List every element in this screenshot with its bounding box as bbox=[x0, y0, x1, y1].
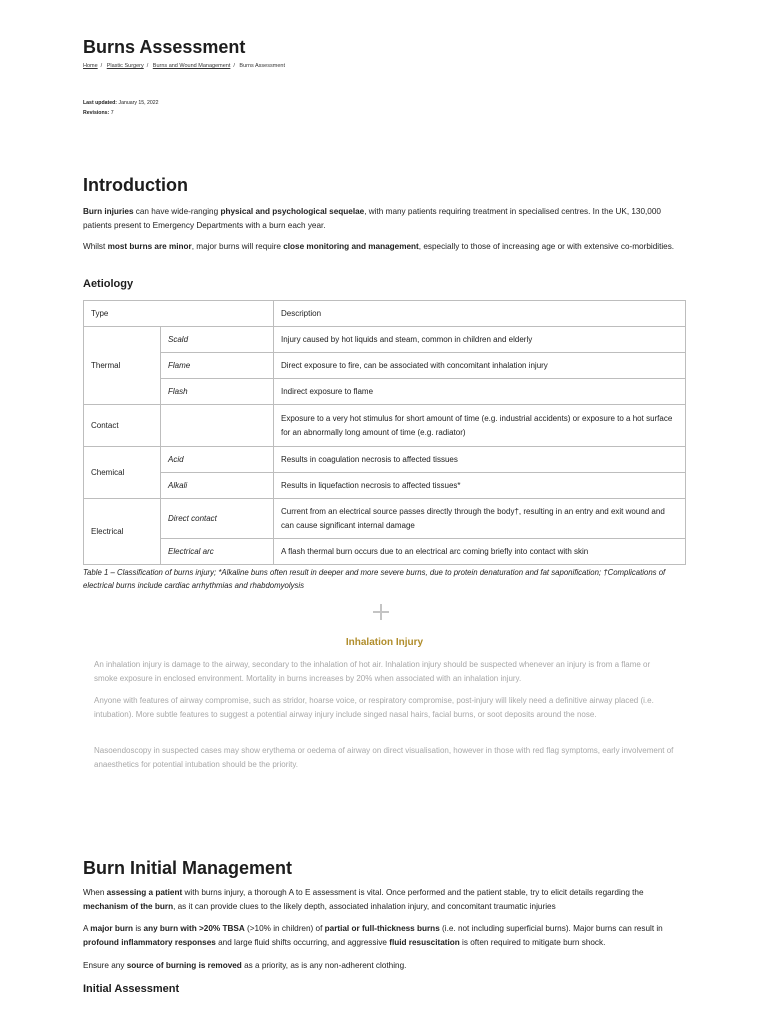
intro-p1-s2: can have wide-ranging bbox=[133, 207, 221, 216]
intro-paragraph-1 bbox=[83, 205, 686, 233]
inhalation-paragraph-1: An inhalation injury is damage to the airway, secondary to the inhalation of hot air. Inhalation injury should be suspected whenever an injury is from a flame or smoke exposure in enclosed environment. Mortality in burns increases by 20% when associated with an inhalation injury. bbox=[94, 660, 651, 683]
table-row bbox=[84, 473, 686, 499]
description-cell: Direct exposure to fire, can be associated with concomitant inhalation injury bbox=[274, 353, 686, 379]
table-caption: Table 1 – Classification of burns injury; *Alkaline buns often result in deeper and more severe burns, due to protein denaturation and fat saponification; †Complications of electrical burns include cardiac arrhythmias and rhabdomyolysis bbox=[83, 568, 666, 590]
intro-p2-s3: , major burns will require bbox=[191, 242, 284, 251]
type-cell: Contact bbox=[84, 405, 161, 447]
intro-p2-s1: Whilst bbox=[83, 242, 108, 251]
mgmt-p2-s11: is often required to mitigate burn shock. bbox=[459, 938, 606, 947]
management-paragraph-2 bbox=[83, 922, 686, 950]
breadcrumb: Home / Plastic Surgery / Burns and Wound Management / Burns Assessment bbox=[83, 63, 285, 69]
mgmt-p2-s5: (>10% in children) of bbox=[244, 924, 325, 933]
description-cell: Current from an electrical source passes directly through the body†, resulting in an entry and exit wound and can cause significant internal damage bbox=[274, 499, 686, 539]
last-updated-value: January 15, 2022 bbox=[118, 100, 159, 106]
revisions bbox=[83, 110, 114, 116]
type-cell: Thermal bbox=[84, 327, 161, 405]
table-row bbox=[84, 353, 686, 379]
mgmt-p3-s2: source of burning is removed bbox=[126, 961, 242, 970]
table-row bbox=[84, 379, 686, 405]
inhalation-paragraph-2: Anyone with features of airway compromise, such as stridor, hoarse voice, or respiratory compromise, post-injury will likely need a definitive airway placed (i.e. intubation). More subtle features to suggest a potential airway injury include singed nasal hairs, facial burns, or soot deposits around the nose. bbox=[94, 696, 654, 719]
mgmt-p2-s7: (i.e. not including superficial burns). Major burns can result in bbox=[439, 924, 663, 933]
mgmt-p2-s4: any burn with >20% TBSA bbox=[143, 924, 245, 933]
mgmt-p2-s8: profound inflammatory responses bbox=[83, 938, 216, 947]
mgmt-p2-s6: partial or full-thickness burns bbox=[324, 924, 440, 933]
aetiology-table bbox=[83, 300, 686, 565]
subtype-cell: Acid bbox=[161, 447, 274, 473]
intro-paragraph-2 bbox=[83, 240, 686, 254]
mgmt-p2-s2: major burn bbox=[90, 924, 134, 933]
subtype-cell: Direct contact bbox=[161, 499, 274, 539]
intro-p2-s2: most burns are minor bbox=[107, 242, 192, 251]
plus-icon[interactable] bbox=[373, 604, 389, 620]
table-row bbox=[84, 405, 686, 447]
description-cell: Results in coagulation necrosis to affected tissues bbox=[274, 447, 686, 473]
subtype-cell bbox=[161, 405, 274, 447]
intro-p1-s4: , with many patients requiring treatment in specialised centres. In the UK, 130,000 patients present to Emergency Departments with a burn each year. bbox=[83, 207, 661, 230]
breadcrumb-current: Burns Assessment bbox=[239, 63, 285, 69]
introduction-heading: Introduction bbox=[83, 175, 188, 195]
inhalation-paragraph-3: Nasoendoscopy in suspected cases may show erythema or oedema of airway on direct visualisation, however in those with red flag symptoms, early involvement of anaesthetics for potential intubation should be the priority. bbox=[94, 746, 674, 769]
mgmt-p1-s4: mechanism of the burn bbox=[83, 902, 174, 911]
intro-p1-s3: physical and psychological sequelae bbox=[220, 207, 365, 216]
mgmt-p2-s10: fluid resuscitation bbox=[389, 938, 460, 947]
last-updated-label: Last updated: bbox=[83, 100, 118, 106]
intro-p2-s4: close monitoring and management bbox=[283, 242, 419, 251]
table-row bbox=[84, 539, 686, 565]
mgmt-p2-s9: and large fluid shifts occurring, and aggressive bbox=[215, 938, 390, 947]
breadcrumb-burns-wound[interactable]: Burns and Wound Management bbox=[152, 63, 231, 69]
description-cell: Injury caused by hot liquids and steam, common in children and elderly bbox=[274, 327, 686, 353]
table-row bbox=[84, 499, 686, 539]
table-row bbox=[84, 327, 686, 353]
management-paragraph-3 bbox=[83, 959, 686, 973]
mgmt-p1-s1: When bbox=[83, 888, 107, 897]
revisions-value: 7 bbox=[110, 110, 114, 116]
subtype-cell: Flash bbox=[161, 379, 274, 405]
mgmt-p3-s1: Ensure any bbox=[83, 961, 127, 970]
type-cell: Electrical bbox=[84, 499, 161, 565]
management-heading: Burn Initial Management bbox=[83, 858, 293, 878]
subtype-cell: Scald bbox=[161, 327, 274, 353]
intro-p1-s1: Burn injuries bbox=[83, 207, 134, 216]
subtype-cell: Alkali bbox=[161, 473, 274, 499]
table-row bbox=[84, 447, 686, 473]
table-header-row bbox=[84, 301, 686, 327]
mgmt-p1-s3: with burns injury, a thorough A to E assessment is vital. Once performed and the patient stable, try to elicit details regarding the bbox=[182, 888, 644, 897]
breadcrumb-plastic-surgery[interactable]: Plastic Surgery bbox=[106, 63, 144, 69]
type-cell: Chemical bbox=[84, 447, 161, 499]
management-paragraph-1 bbox=[83, 886, 686, 914]
mgmt-p3-s3: as a priority, as is any non-adherent clothing. bbox=[241, 961, 407, 970]
mgmt-p1-s2: assessing a patient bbox=[106, 888, 183, 897]
aetiology-heading: Aetiology bbox=[83, 278, 134, 290]
mgmt-p2-s1: A bbox=[83, 924, 91, 933]
description-cell: Exposure to a very hot stimulus for short amount of time (e.g. industrial accidents) or exposure to a hot surface for an abnormally long amount of time (e.g. radiator) bbox=[274, 405, 686, 447]
last-updated bbox=[83, 100, 159, 106]
mgmt-p1-s5: , as it can provide clues to the likely depth, associated inhalation injury, and concomitant traumatic injuries bbox=[173, 902, 556, 911]
mgmt-p2-s3: is bbox=[133, 924, 144, 933]
subtype-cell: Flame bbox=[161, 353, 274, 379]
table-header-type: Type bbox=[84, 301, 274, 327]
page-title: Burns Assessment bbox=[83, 37, 246, 57]
inhalation-injury-toggle[interactable]: Inhalation Injury bbox=[345, 637, 424, 648]
description-cell: Indirect exposure to flame bbox=[274, 379, 686, 405]
revisions-label: Revisions: bbox=[83, 110, 110, 116]
description-cell: Results in liquefaction necrosis to affected tissues* bbox=[274, 473, 686, 499]
initial-assessment-heading: Initial Assessment bbox=[83, 983, 180, 995]
subtype-cell: Electrical arc bbox=[161, 539, 274, 565]
table-header-description: Description bbox=[274, 301, 686, 327]
description-cell: A flash thermal burn occurs due to an electrical arc coming briefly into contact with skin bbox=[274, 539, 686, 565]
breadcrumb-home[interactable]: Home bbox=[83, 63, 98, 69]
intro-p2-s5: , especially to those of increasing age or with extensive co-morbidities. bbox=[418, 242, 675, 251]
